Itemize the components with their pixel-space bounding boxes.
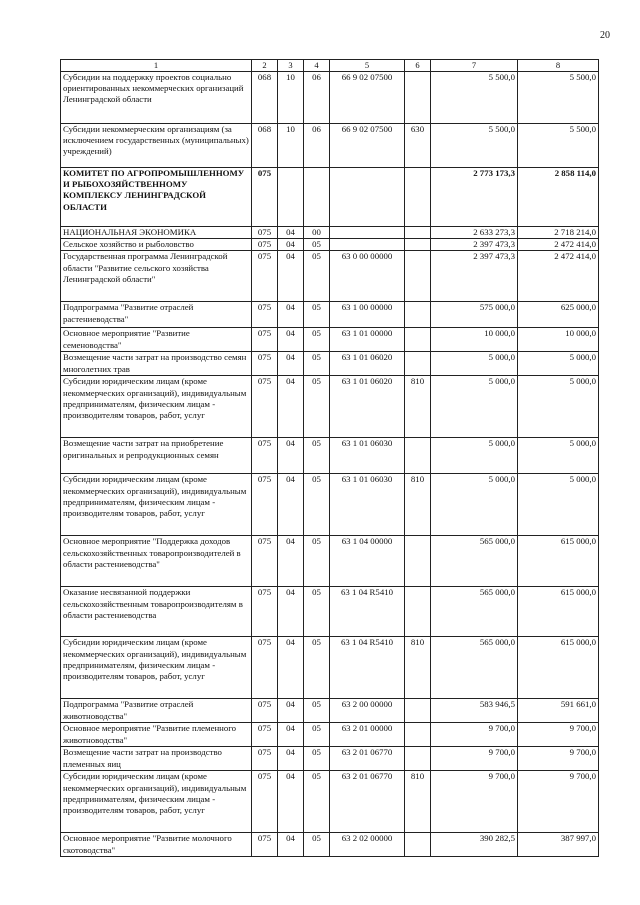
row-amount-year-2: 591 661,0 — [518, 699, 599, 723]
row-section-code: 04 — [278, 699, 304, 723]
row-expense-type-code — [405, 251, 431, 302]
row-amount-year-2: 2 472 414,0 — [518, 251, 599, 302]
row-ministry-code: 075 — [252, 833, 278, 857]
row-target-item-code: 63 1 01 00000 — [330, 328, 405, 352]
row-expense-type-code — [405, 302, 431, 328]
row-amount-year-1: 2 633 273,3 — [431, 226, 518, 238]
row-expense-type-code: 630 — [405, 123, 431, 167]
table-row — [61, 723, 599, 747]
row-expense-type-code: 810 — [405, 637, 431, 699]
header-col-6: 6 — [405, 60, 431, 72]
row-target-item-code: 63 1 01 06030 — [330, 474, 405, 536]
row-ministry-code: 075 — [252, 226, 278, 238]
row-name: Субсидии юридическим лицам (кроме некоммерческих организаций), индивидуальным предпринимателям, физическим лицам - производителям товаров, работ, услуг — [61, 637, 252, 699]
row-amount-year-2: 2 858 114,0 — [518, 167, 599, 226]
row-name: Подпрограмма "Развитие отраслей растениеводства" — [61, 302, 252, 328]
row-ministry-code: 075 — [252, 771, 278, 833]
row-subsection-code: 05 — [304, 587, 330, 637]
row-amount-year-1: 575 000,0 — [431, 302, 518, 328]
row-target-item-code: 63 1 00 00000 — [330, 302, 405, 328]
table-row — [61, 637, 599, 699]
row-expense-type-code — [405, 438, 431, 474]
row-ministry-code: 075 — [252, 239, 278, 251]
row-name: Сельское хозяйство и рыболовство — [61, 239, 252, 251]
row-ministry-code: 075 — [252, 474, 278, 536]
row-amount-year-2: 625 000,0 — [518, 302, 599, 328]
row-amount-year-2: 9 700,0 — [518, 747, 599, 771]
row-amount-year-2: 615 000,0 — [518, 587, 599, 637]
row-ministry-code: 075 — [252, 699, 278, 723]
row-subsection-code: 05 — [304, 352, 330, 376]
row-name: Основное мероприятие "Развитие семеноводства" — [61, 328, 252, 352]
budget-table — [60, 59, 599, 857]
row-target-item-code — [330, 239, 405, 251]
row-ministry-code: 075 — [252, 167, 278, 226]
table-row — [61, 376, 599, 438]
row-section-code: 04 — [278, 474, 304, 536]
row-ministry-code: 075 — [252, 352, 278, 376]
row-subsection-code: 05 — [304, 699, 330, 723]
row-name: Субсидии юридическим лицам (кроме некоммерческих организаций), индивидуальным предпринимателям, физическим лицам - производителям товаров, работ, услуг — [61, 771, 252, 833]
table-row — [61, 167, 599, 226]
table-row — [61, 251, 599, 302]
row-section-code: 04 — [278, 438, 304, 474]
row-target-item-code: 63 1 01 06020 — [330, 376, 405, 438]
table-row — [61, 747, 599, 771]
row-target-item-code: 63 1 04 R5410 — [330, 637, 405, 699]
row-subsection-code: 05 — [304, 637, 330, 699]
row-subsection-code — [304, 167, 330, 226]
row-amount-year-2: 9 700,0 — [518, 771, 599, 833]
row-ministry-code: 075 — [252, 723, 278, 747]
table-row — [61, 302, 599, 328]
row-amount-year-2: 5 000,0 — [518, 438, 599, 474]
row-section-code: 04 — [278, 637, 304, 699]
row-amount-year-1: 565 000,0 — [431, 536, 518, 587]
table-row — [61, 699, 599, 723]
row-amount-year-1: 2 773 173,3 — [431, 167, 518, 226]
row-subsection-code: 05 — [304, 536, 330, 587]
row-amount-year-1: 5 000,0 — [431, 474, 518, 536]
row-target-item-code: 63 2 01 06770 — [330, 747, 405, 771]
row-ministry-code: 075 — [252, 302, 278, 328]
row-expense-type-code — [405, 833, 431, 857]
row-name: Государственная программа Ленинградской области "Развитие сельского хозяйства Ленинградской области" — [61, 251, 252, 302]
row-amount-year-1: 565 000,0 — [431, 637, 518, 699]
row-amount-year-1: 5 000,0 — [431, 376, 518, 438]
row-ministry-code: 068 — [252, 123, 278, 167]
row-amount-year-2: 5 000,0 — [518, 352, 599, 376]
row-name: Основное мероприятие "Развитие племенного животноводства" — [61, 723, 252, 747]
row-expense-type-code: 810 — [405, 474, 431, 536]
row-name: Основное мероприятие "Развитие молочного скотоводства" — [61, 833, 252, 857]
row-ministry-code: 075 — [252, 438, 278, 474]
row-name: Субсидии на поддержку проектов социально ориентированных некоммерческих организаций Ленинградской области — [61, 71, 252, 123]
table-row — [61, 474, 599, 536]
row-target-item-code: 66 9 02 07500 — [330, 123, 405, 167]
row-subsection-code: 05 — [304, 771, 330, 833]
row-section-code: 04 — [278, 587, 304, 637]
row-target-item-code: 63 2 00 00000 — [330, 699, 405, 723]
row-name: Основное мероприятие "Поддержка доходов сельскохозяйственных товаропроизводителей в области растениеводства" — [61, 536, 252, 587]
row-name: Возмещение части затрат на производство племенных яиц — [61, 747, 252, 771]
row-target-item-code — [330, 167, 405, 226]
row-expense-type-code: 810 — [405, 376, 431, 438]
row-section-code: 10 — [278, 123, 304, 167]
row-expense-type-code — [405, 239, 431, 251]
row-amount-year-1: 2 397 473,3 — [431, 251, 518, 302]
table-row — [61, 123, 599, 167]
row-subsection-code: 05 — [304, 474, 330, 536]
row-target-item-code: 63 1 04 R5410 — [330, 587, 405, 637]
table-row — [61, 239, 599, 251]
header-col-2: 2 — [252, 60, 278, 72]
header-col-7: 7 — [431, 60, 518, 72]
row-section-code: 04 — [278, 352, 304, 376]
table-row — [61, 328, 599, 352]
row-target-item-code: 63 2 01 06770 — [330, 771, 405, 833]
row-amount-year-2: 615 000,0 — [518, 637, 599, 699]
row-target-item-code: 63 1 01 06020 — [330, 352, 405, 376]
row-subsection-code: 05 — [304, 747, 330, 771]
row-subsection-code: 06 — [304, 71, 330, 123]
row-amount-year-1: 5 500,0 — [431, 123, 518, 167]
row-section-code: 04 — [278, 833, 304, 857]
row-amount-year-1: 2 397 473,3 — [431, 239, 518, 251]
row-target-item-code — [330, 226, 405, 238]
row-amount-year-1: 10 000,0 — [431, 328, 518, 352]
row-amount-year-2: 5 500,0 — [518, 123, 599, 167]
row-amount-year-1: 5 000,0 — [431, 352, 518, 376]
row-ministry-code: 075 — [252, 747, 278, 771]
row-name: Подпрограмма "Развитие отраслей животноводства" — [61, 699, 252, 723]
row-target-item-code: 63 2 02 00000 — [330, 833, 405, 857]
row-section-code: 04 — [278, 302, 304, 328]
row-name: Субсидии юридическим лицам (кроме некоммерческих организаций), индивидуальным предпринимателям, физическим лицам - производителям товаров, работ, услуг — [61, 474, 252, 536]
row-subsection-code: 05 — [304, 376, 330, 438]
row-section-code: 10 — [278, 71, 304, 123]
row-target-item-code: 63 1 01 06030 — [330, 438, 405, 474]
row-section-code: 04 — [278, 536, 304, 587]
row-amount-year-1: 9 700,0 — [431, 747, 518, 771]
row-section-code — [278, 167, 304, 226]
row-amount-year-2: 5 000,0 — [518, 376, 599, 438]
row-name: Оказание несвязанной поддержки сельскохозяйственным товаропроизводителям в области растениеводства — [61, 587, 252, 637]
row-target-item-code: 63 0 00 00000 — [330, 251, 405, 302]
row-expense-type-code — [405, 167, 431, 226]
row-section-code: 04 — [278, 747, 304, 771]
header-col-4: 4 — [304, 60, 330, 72]
row-expense-type-code — [405, 747, 431, 771]
row-amount-year-1: 9 700,0 — [431, 771, 518, 833]
row-section-code: 04 — [278, 723, 304, 747]
row-ministry-code: 075 — [252, 637, 278, 699]
row-amount-year-1: 390 282,5 — [431, 833, 518, 857]
table-row — [61, 536, 599, 587]
row-ministry-code: 075 — [252, 536, 278, 587]
row-subsection-code: 06 — [304, 123, 330, 167]
row-name: КОМИТЕТ ПО АГРОПРОМЫШЛЕННОМУ И РЫБОХОЗЯЙСТВЕННОМУ КОМПЛЕКСУ ЛЕНИНГРАДСКОЙ ОБЛАСТИ — [61, 167, 252, 226]
header-col-3: 3 — [278, 60, 304, 72]
row-ministry-code: 075 — [252, 587, 278, 637]
row-section-code: 04 — [278, 376, 304, 438]
row-expense-type-code — [405, 536, 431, 587]
row-subsection-code: 05 — [304, 251, 330, 302]
row-amount-year-2: 5 000,0 — [518, 474, 599, 536]
header-col-5: 5 — [330, 60, 405, 72]
row-expense-type-code — [405, 587, 431, 637]
row-amount-year-2: 10 000,0 — [518, 328, 599, 352]
row-amount-year-1: 5 500,0 — [431, 71, 518, 123]
row-expense-type-code — [405, 328, 431, 352]
row-amount-year-1: 565 000,0 — [431, 587, 518, 637]
row-expense-type-code — [405, 226, 431, 238]
row-subsection-code: 05 — [304, 302, 330, 328]
row-section-code: 04 — [278, 771, 304, 833]
row-amount-year-2: 5 500,0 — [518, 71, 599, 123]
header-col-8: 8 — [518, 60, 599, 72]
row-amount-year-1: 5 000,0 — [431, 438, 518, 474]
row-section-code: 04 — [278, 251, 304, 302]
row-amount-year-2: 387 997,0 — [518, 833, 599, 857]
row-section-code: 04 — [278, 328, 304, 352]
row-subsection-code: 05 — [304, 239, 330, 251]
row-name: Возмещение части затрат на приобретение оригинальных и репродукционных семян — [61, 438, 252, 474]
row-name: Субсидии некоммерческим организациям (за исключением государственных (муниципальных) учреждений) — [61, 123, 252, 167]
table-row — [61, 352, 599, 376]
row-name: Возмещение части затрат на производство семян многолетних трав — [61, 352, 252, 376]
row-target-item-code: 63 2 01 00000 — [330, 723, 405, 747]
table-row — [61, 226, 599, 238]
row-subsection-code: 00 — [304, 226, 330, 238]
row-target-item-code: 63 1 04 00000 — [330, 536, 405, 587]
row-target-item-code: 66 9 02 07500 — [330, 71, 405, 123]
row-ministry-code: 075 — [252, 376, 278, 438]
row-expense-type-code: 810 — [405, 771, 431, 833]
header-col-1: 1 — [61, 60, 252, 72]
row-expense-type-code — [405, 723, 431, 747]
row-ministry-code: 068 — [252, 71, 278, 123]
row-expense-type-code — [405, 71, 431, 123]
table-row — [61, 438, 599, 474]
row-amount-year-1: 583 946,5 — [431, 699, 518, 723]
page-number: 20 — [600, 30, 610, 41]
row-expense-type-code — [405, 699, 431, 723]
row-amount-year-2: 615 000,0 — [518, 536, 599, 587]
row-name: Субсидии юридическим лицам (кроме некоммерческих организаций), индивидуальным предпринимателям, физическим лицам - производителям товаров, работ, услуг — [61, 376, 252, 438]
row-expense-type-code — [405, 352, 431, 376]
table-row — [61, 771, 599, 833]
row-name: НАЦИОНАЛЬНАЯ ЭКОНОМИКА — [61, 226, 252, 238]
row-ministry-code: 075 — [252, 328, 278, 352]
row-subsection-code: 05 — [304, 438, 330, 474]
row-section-code: 04 — [278, 239, 304, 251]
row-section-code: 04 — [278, 226, 304, 238]
row-amount-year-2: 9 700,0 — [518, 723, 599, 747]
row-amount-year-1: 9 700,0 — [431, 723, 518, 747]
row-subsection-code: 05 — [304, 833, 330, 857]
row-subsection-code: 05 — [304, 328, 330, 352]
table-row — [61, 71, 599, 123]
row-amount-year-2: 2 718 214,0 — [518, 226, 599, 238]
row-subsection-code: 05 — [304, 723, 330, 747]
row-ministry-code: 075 — [252, 251, 278, 302]
table-row — [61, 833, 599, 857]
header-row — [61, 60, 599, 72]
table-row — [61, 587, 599, 637]
row-amount-year-2: 2 472 414,0 — [518, 239, 599, 251]
